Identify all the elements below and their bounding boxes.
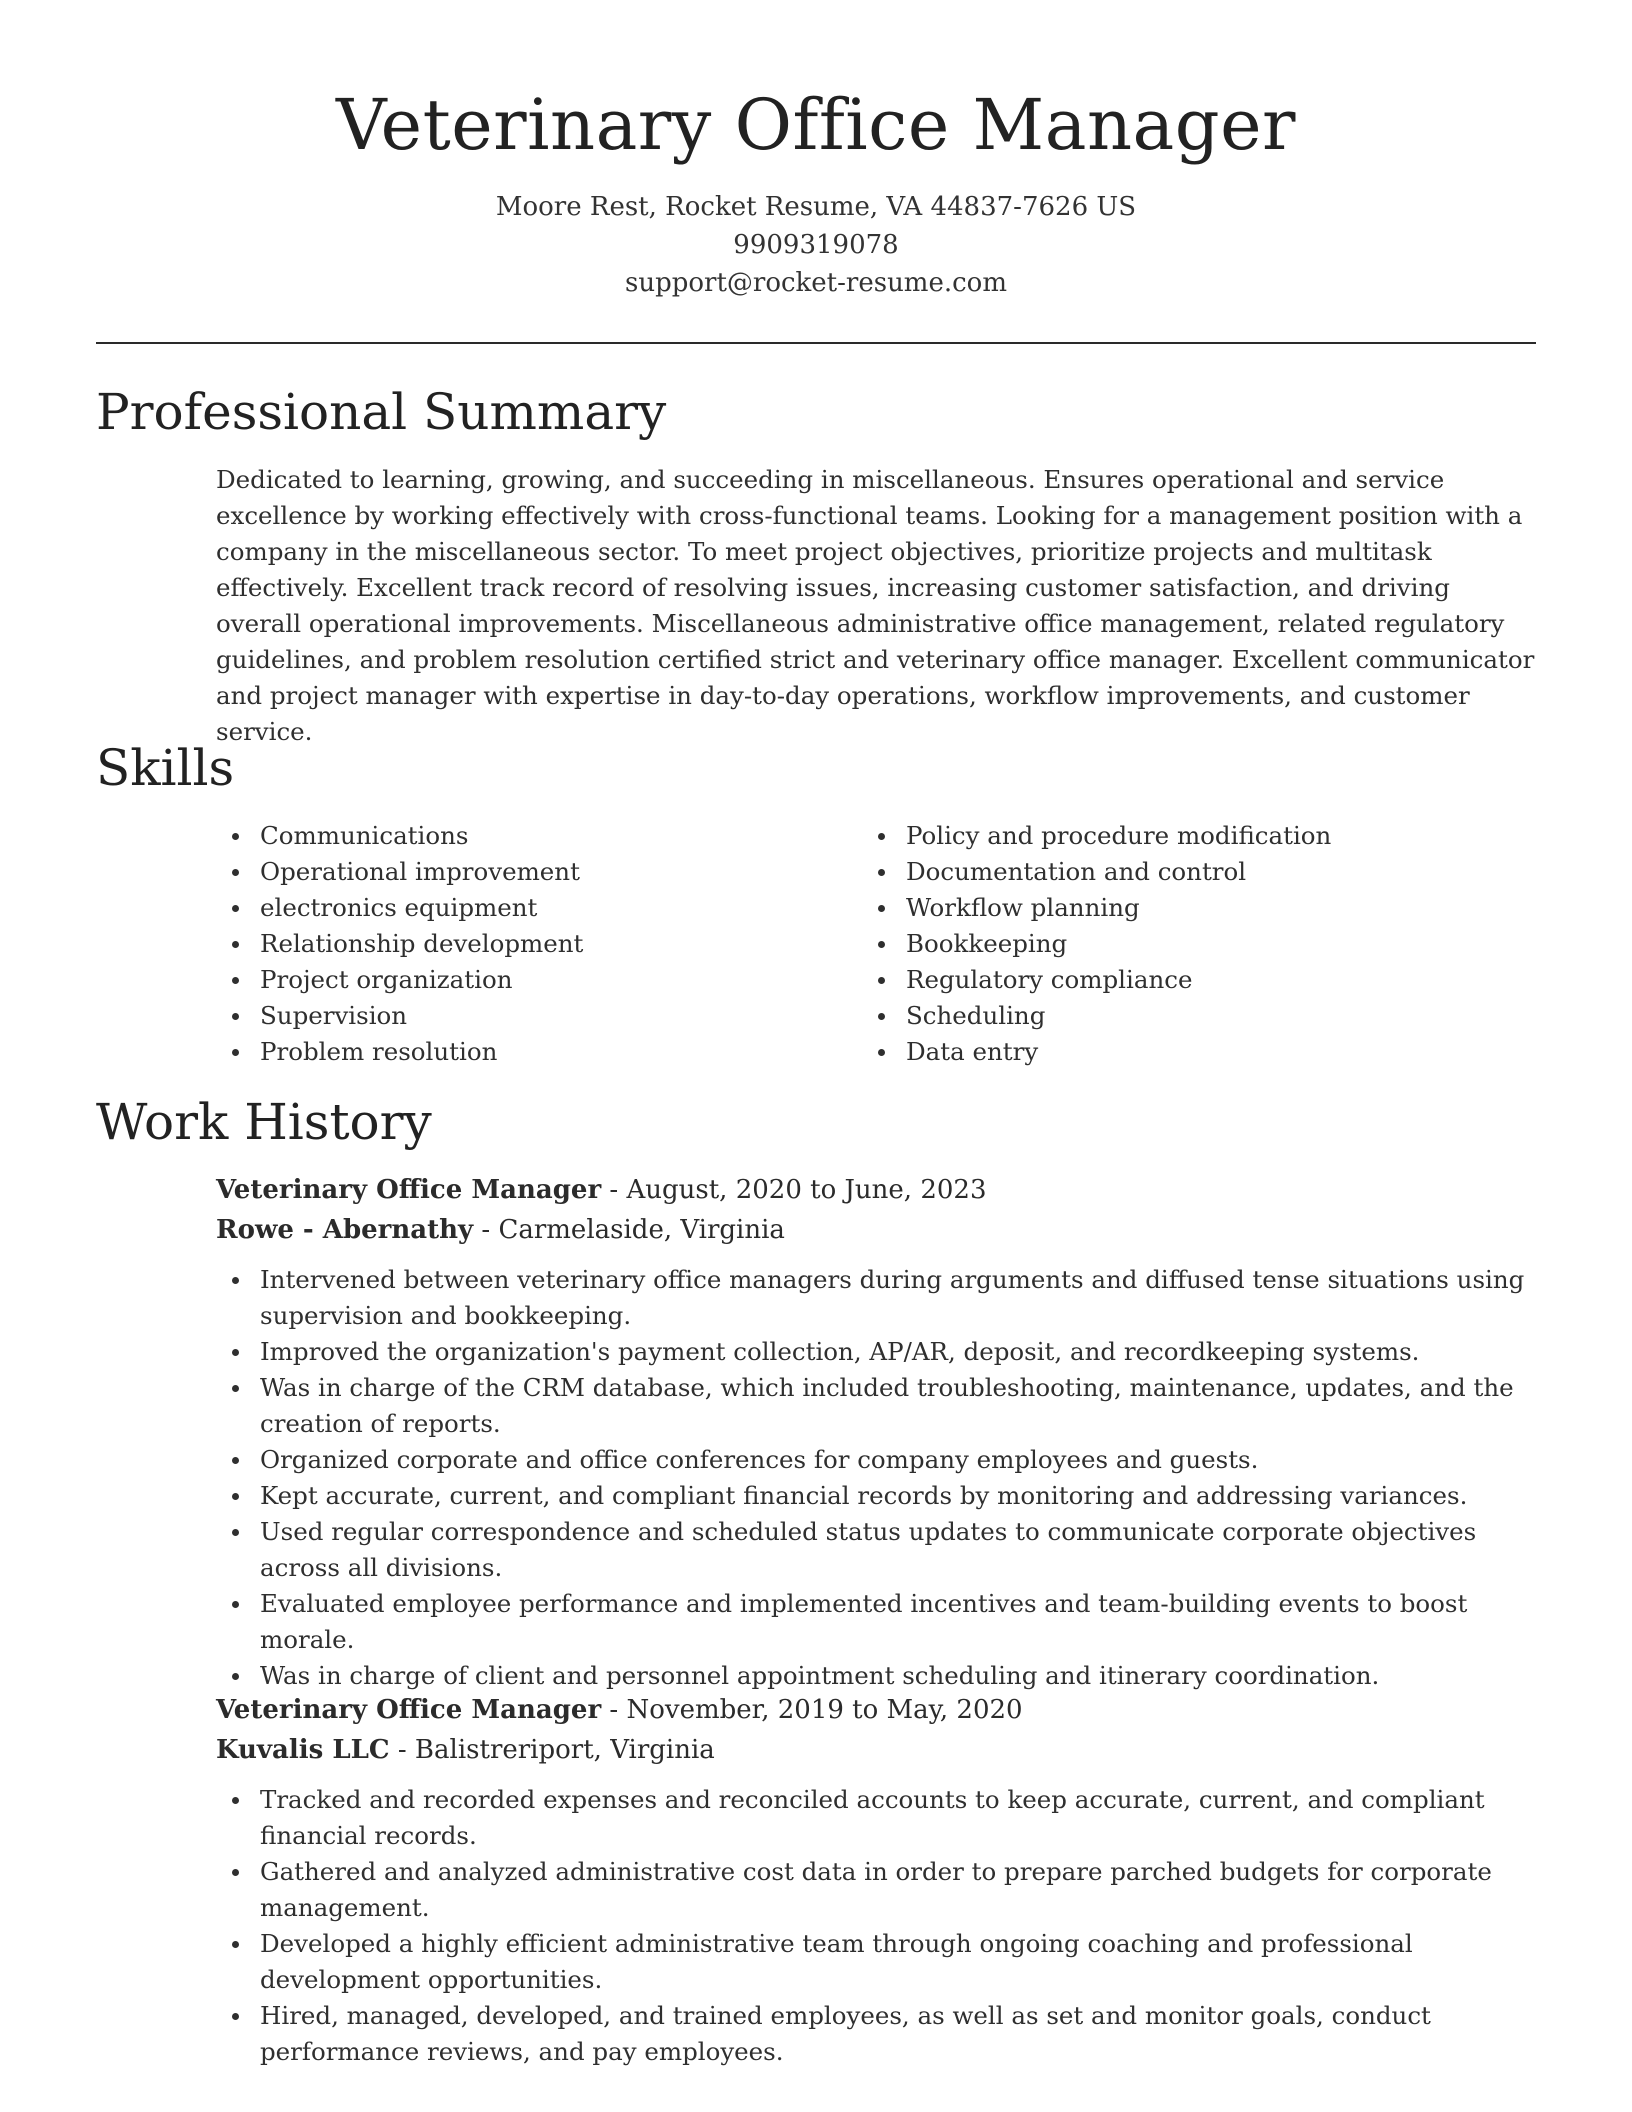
job-bullet: Developed a highly efficient administrative team through ongoing coaching and professional development opportunities. <box>216 1926 1546 1998</box>
job-title-line <box>216 1170 987 1210</box>
job-dates: - August, 2020 to June, 2023 <box>601 1175 987 1205</box>
job-bullet: Gathered and analyzed administrative cost data in order to prepare parched budgets for corporate management. <box>216 1854 1546 1926</box>
summary-text: Dedicated to learning, growing, and succeeding in miscellaneous. Ensures operational and service excellence by working effectively with cross-functional teams. Looking for a management position with a company in the miscellaneous sector. To meet project objectives, prioritize projects and multitask effectively. Excellent track record of resolving issues, increasing customer satisfaction, and driving overall operational improvements. Miscellaneous administrative office management, related regulatory guidelines, and problem resolution certified strict and veterinary office manager. Excellent communicator and project manager with expertise in day-to-day operations, workflow improvements, and customer service. <box>216 465 1535 746</box>
job-title-line <box>216 1690 1023 1730</box>
section-title-work-history: Work History <box>96 1093 432 1151</box>
skill-item: Communications <box>216 818 856 854</box>
job-bullet: Hired, managed, developed, and trained employees, as well as set and monitor goals, conduct performance reviews, and pay employees. <box>216 1998 1546 2070</box>
candidate-name: Veterinary Office Manager <box>336 84 1296 166</box>
skill-item: Workflow planning <box>862 890 1502 926</box>
job-bullet: Evaluated employee performance and implemented incentives and team-building events to boost morale. <box>216 1586 1546 1658</box>
header-divider <box>96 342 1536 344</box>
skill-item: electronics equipment <box>216 890 856 926</box>
section-title-summary: Professional Summary <box>96 383 667 441</box>
skills-list-left <box>216 818 856 1070</box>
job-bullet: Tracked and recorded expenses and reconciled accounts to keep accurate, current, and compliant financial records. <box>216 1782 1546 1854</box>
job-bullets <box>216 1782 1546 2070</box>
skill-item: Supervision <box>216 998 856 1034</box>
resume-header <box>0 80 1632 302</box>
job-company: Rowe - Abernathy <box>216 1215 474 1245</box>
skills-list-right <box>862 818 1502 1070</box>
job-title: Veterinary Office Manager <box>216 1175 602 1205</box>
job-title: Veterinary Office Manager <box>216 1695 602 1725</box>
skill-item: Scheduling <box>862 998 1502 1034</box>
job-location: - Balistreriport, Virginia <box>389 1735 715 1765</box>
skill-item: Problem resolution <box>216 1034 856 1070</box>
job-company-line <box>216 1730 715 1770</box>
skill-item: Policy and procedure modification <box>862 818 1502 854</box>
job-bullets <box>216 1262 1546 1694</box>
skill-item: Regulatory compliance <box>862 962 1502 998</box>
job-bullet: Was in charge of the CRM database, which included troubleshooting, maintenance, updates, and the creation of reports. <box>216 1370 1546 1442</box>
job-bullet: Improved the organization's payment collection, AP/AR, deposit, and recordkeeping systems. <box>216 1334 1546 1370</box>
job-bullet: Organized corporate and office conferences for company employees and guests. <box>216 1442 1546 1478</box>
skill-item: Operational improvement <box>216 854 856 890</box>
job-bullet: Kept accurate, current, and compliant financial records by monitoring and addressing variances. <box>216 1478 1546 1514</box>
job-company-line <box>216 1210 785 1250</box>
job-location: - Carmelaside, Virginia <box>473 1215 785 1245</box>
job-company: Kuvalis LLC <box>216 1735 390 1765</box>
section-title-skills: Skills <box>96 739 235 797</box>
skill-item: Project organization <box>216 962 856 998</box>
contact-phone: 9909319078 <box>733 230 899 260</box>
job-bullet: Used regular correspondence and scheduled status updates to communicate corporate objectives across all divisions. <box>216 1514 1546 1586</box>
job-dates: - November, 2019 to May, 2020 <box>601 1695 1023 1725</box>
job-bullet: Was in charge of client and personnel appointment scheduling and itinerary coordination. <box>216 1658 1546 1694</box>
contact-address: Moore Rest, Rocket Resume, VA 44837-7626 US <box>495 192 1137 222</box>
skill-item: Relationship development <box>216 926 856 962</box>
skill-item: Data entry <box>862 1034 1502 1070</box>
skill-item: Bookkeeping <box>862 926 1502 962</box>
job-bullet: Intervened between veterinary office managers during arguments and diffused tense situations using supervision and bookkeeping. <box>216 1262 1546 1334</box>
contact-email[interactable]: support@rocket-resume.com <box>624 268 1007 298</box>
skill-item: Documentation and control <box>862 854 1502 890</box>
